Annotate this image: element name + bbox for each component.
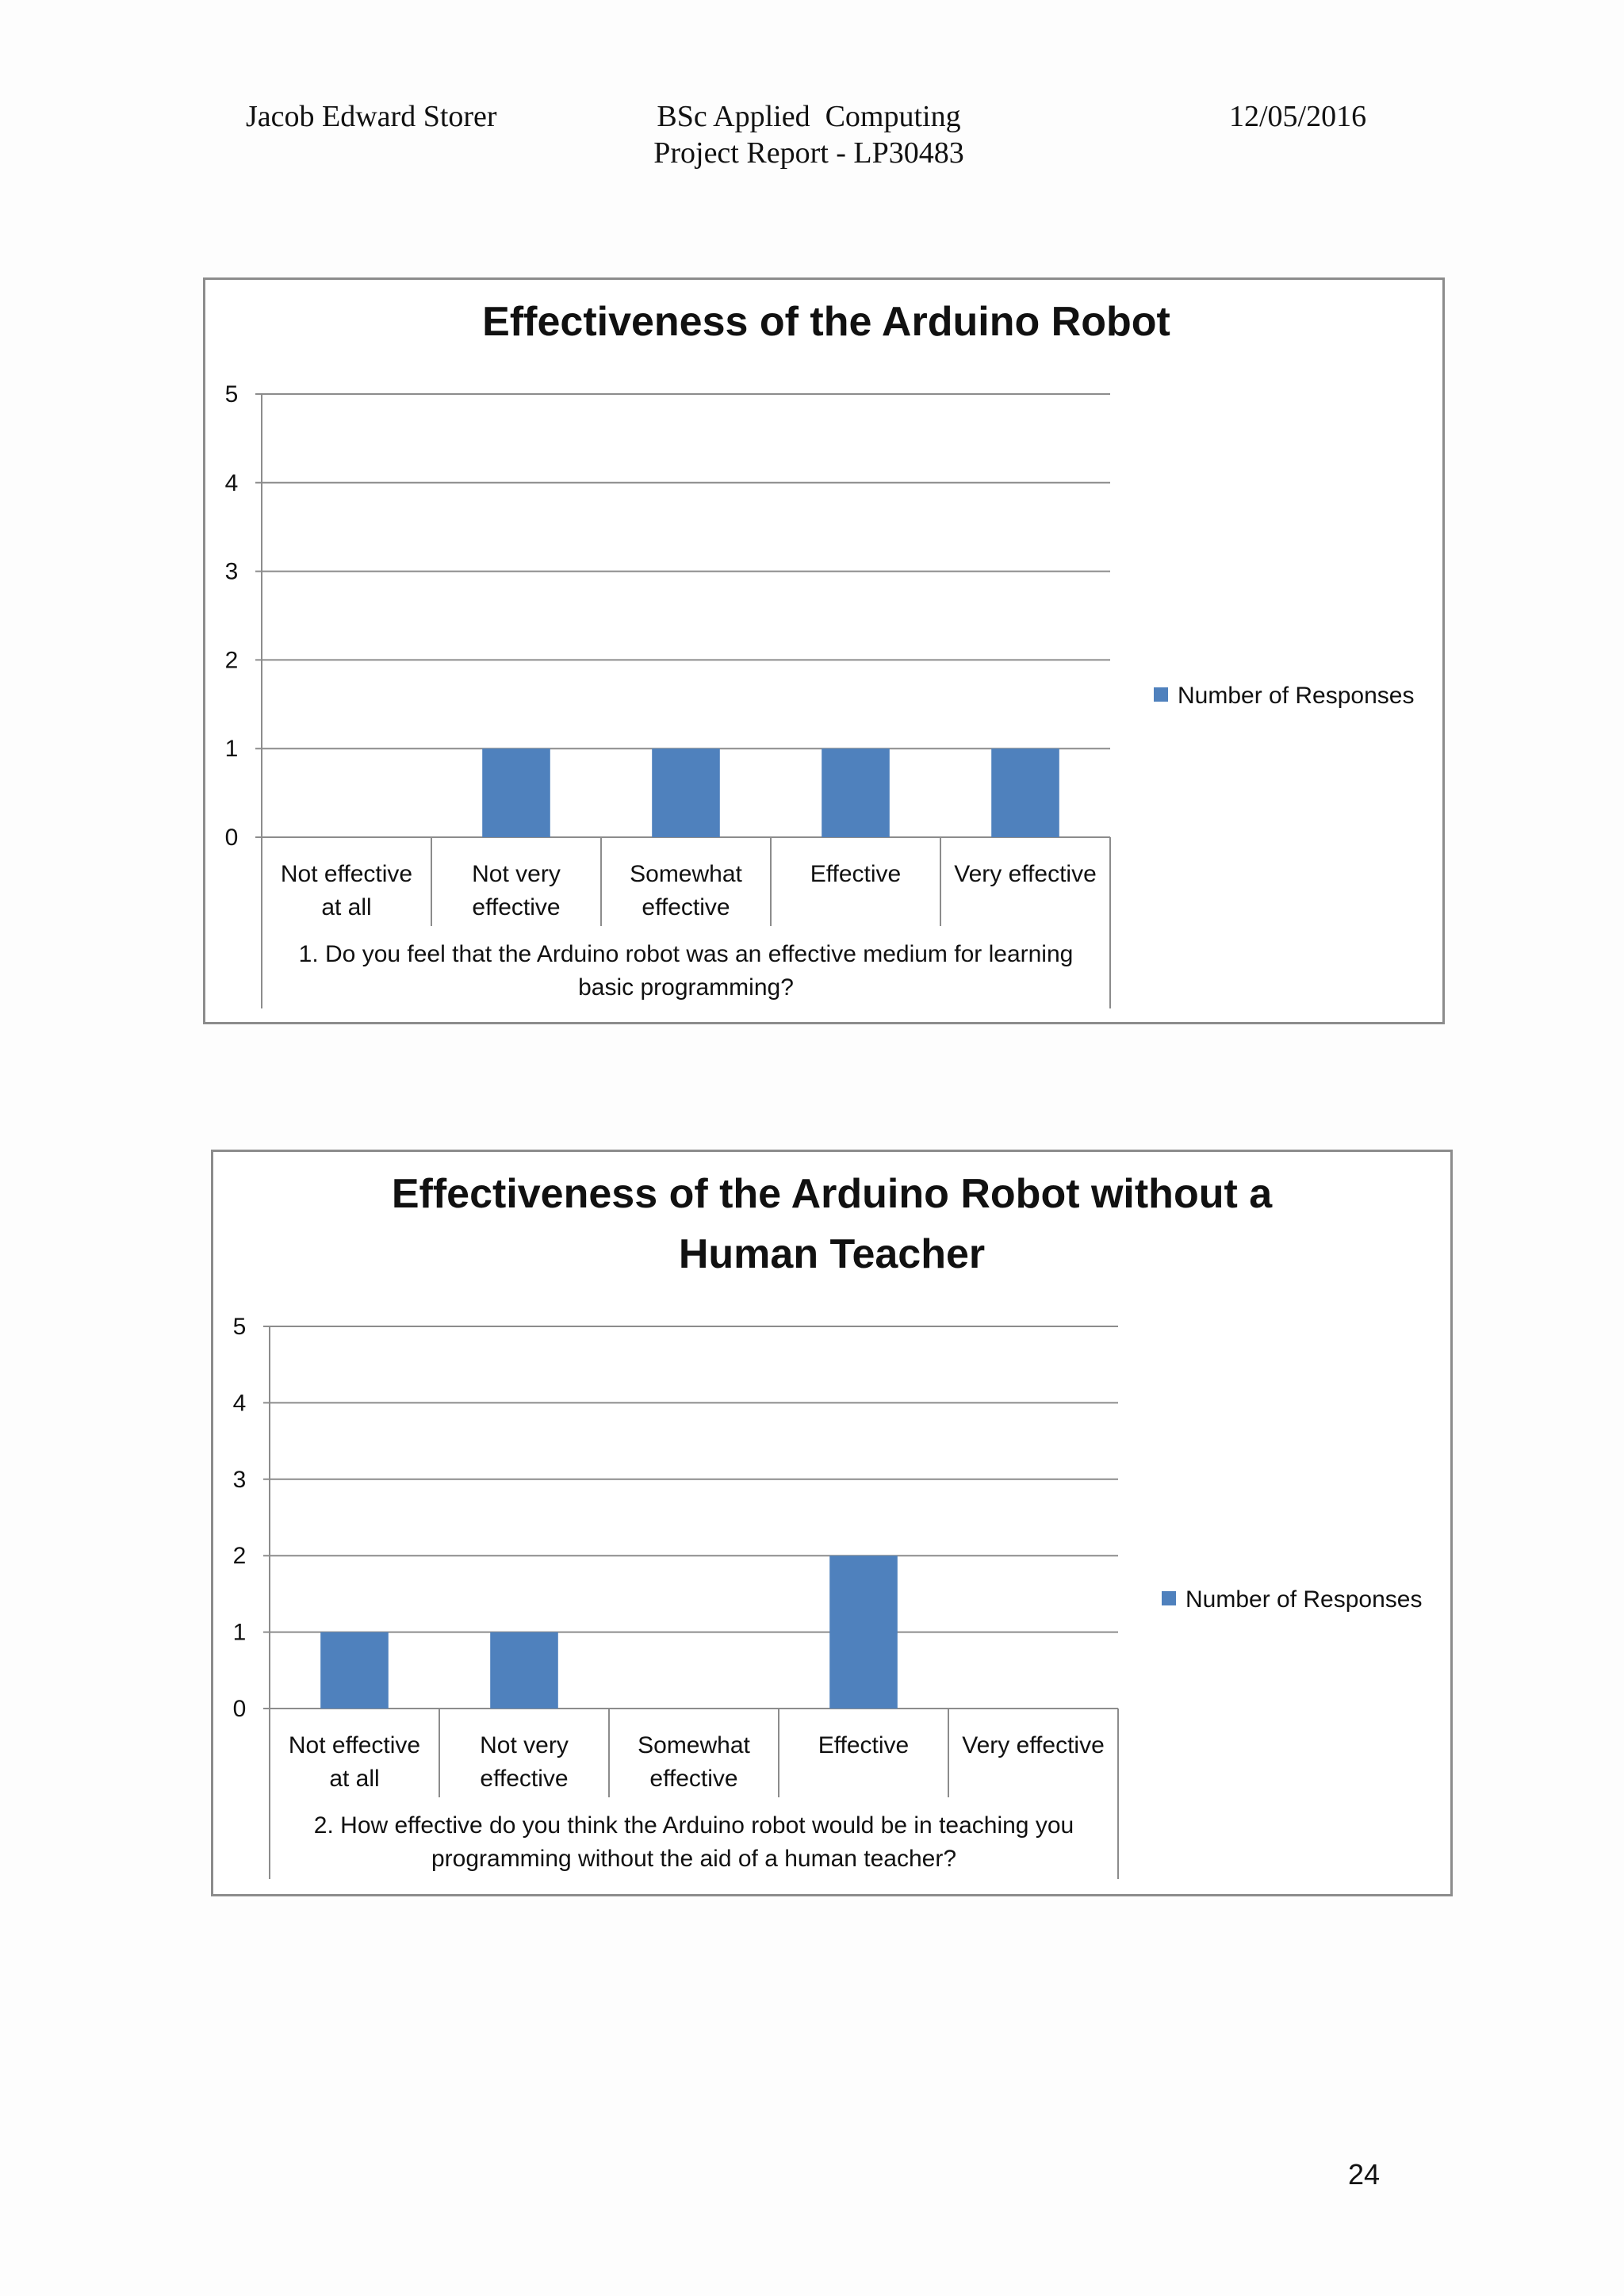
x-tick-label: effective bbox=[472, 894, 561, 920]
x-tick-label: effective bbox=[649, 1766, 738, 1792]
x-tick-label: Not effective bbox=[280, 861, 413, 887]
y-tick-label: 5 bbox=[224, 381, 239, 408]
legend-swatch bbox=[1154, 687, 1168, 702]
chart-title: Effectiveness of the Arduino Robot without a bbox=[391, 1171, 1273, 1217]
y-tick-label: 3 bbox=[232, 1466, 247, 1493]
y-tick-label: 0 bbox=[232, 1696, 247, 1722]
legend-swatch bbox=[1162, 1591, 1176, 1605]
x-tick-label: Very effective bbox=[954, 861, 1097, 887]
bar bbox=[829, 1556, 898, 1709]
header-course-line2: Project Report - LP30483 bbox=[653, 136, 964, 170]
x-axis-label: 1. Do you feel that the Arduino robot was an effective medium for learning bbox=[298, 941, 1074, 967]
legend-label: Number of Responses bbox=[1185, 1586, 1423, 1613]
y-tick-label: 2 bbox=[224, 647, 239, 674]
x-tick-label: Somewhat bbox=[630, 861, 742, 887]
x-tick-label: Effective bbox=[810, 861, 902, 887]
bar bbox=[652, 748, 720, 837]
y-tick-label: 5 bbox=[232, 1314, 247, 1340]
y-tick-label: 2 bbox=[232, 1543, 247, 1570]
bar bbox=[490, 1632, 558, 1709]
x-tick-label: effective bbox=[642, 894, 730, 920]
page-number: 24 bbox=[1348, 2158, 1381, 2191]
header-course-line1: BSc Applied Computing bbox=[657, 100, 961, 133]
x-axis-label: programming without the aid of a human teacher? bbox=[431, 1846, 957, 1872]
y-tick-label: 1 bbox=[232, 1619, 247, 1646]
x-tick-label: Not effective bbox=[288, 1732, 421, 1758]
y-tick-label: 4 bbox=[224, 469, 239, 496]
bar bbox=[482, 748, 550, 837]
y-tick-label: 4 bbox=[232, 1390, 247, 1417]
header-author: Jacob Edward Storer bbox=[246, 100, 497, 133]
y-tick-label: 1 bbox=[224, 736, 239, 763]
header-course bbox=[555, 98, 1063, 171]
x-tick-label: Effective bbox=[818, 1732, 910, 1758]
bar bbox=[822, 748, 890, 837]
chart-effectiveness-without-teacher bbox=[211, 1150, 1453, 1896]
chart-title: Human Teacher bbox=[678, 1231, 986, 1277]
chart-svg bbox=[213, 1152, 1450, 1894]
x-tick-label: Not very bbox=[472, 861, 561, 887]
x-tick-label: effective bbox=[480, 1766, 569, 1792]
bar bbox=[320, 1632, 389, 1709]
x-tick-label: at all bbox=[329, 1766, 380, 1792]
bar bbox=[991, 748, 1059, 837]
legend-label: Number of Responses bbox=[1178, 683, 1415, 709]
header-date: 12/05/2016 bbox=[1229, 100, 1367, 133]
chart-effectiveness bbox=[203, 277, 1445, 1024]
x-tick-label: at all bbox=[321, 894, 372, 920]
chart-svg bbox=[205, 280, 1442, 1022]
x-tick-label: Not very bbox=[480, 1732, 569, 1758]
x-tick-label: Very effective bbox=[962, 1732, 1105, 1758]
chart-title: Effectiveness of the Arduino Robot bbox=[482, 299, 1170, 345]
x-axis-label: 2. How effective do you think the Arduino robot would be in teaching you bbox=[313, 1812, 1074, 1839]
y-tick-label: 0 bbox=[224, 825, 239, 851]
x-tick-label: Somewhat bbox=[638, 1732, 750, 1758]
y-tick-label: 3 bbox=[224, 558, 239, 585]
x-axis-label: basic programming? bbox=[578, 974, 794, 1001]
